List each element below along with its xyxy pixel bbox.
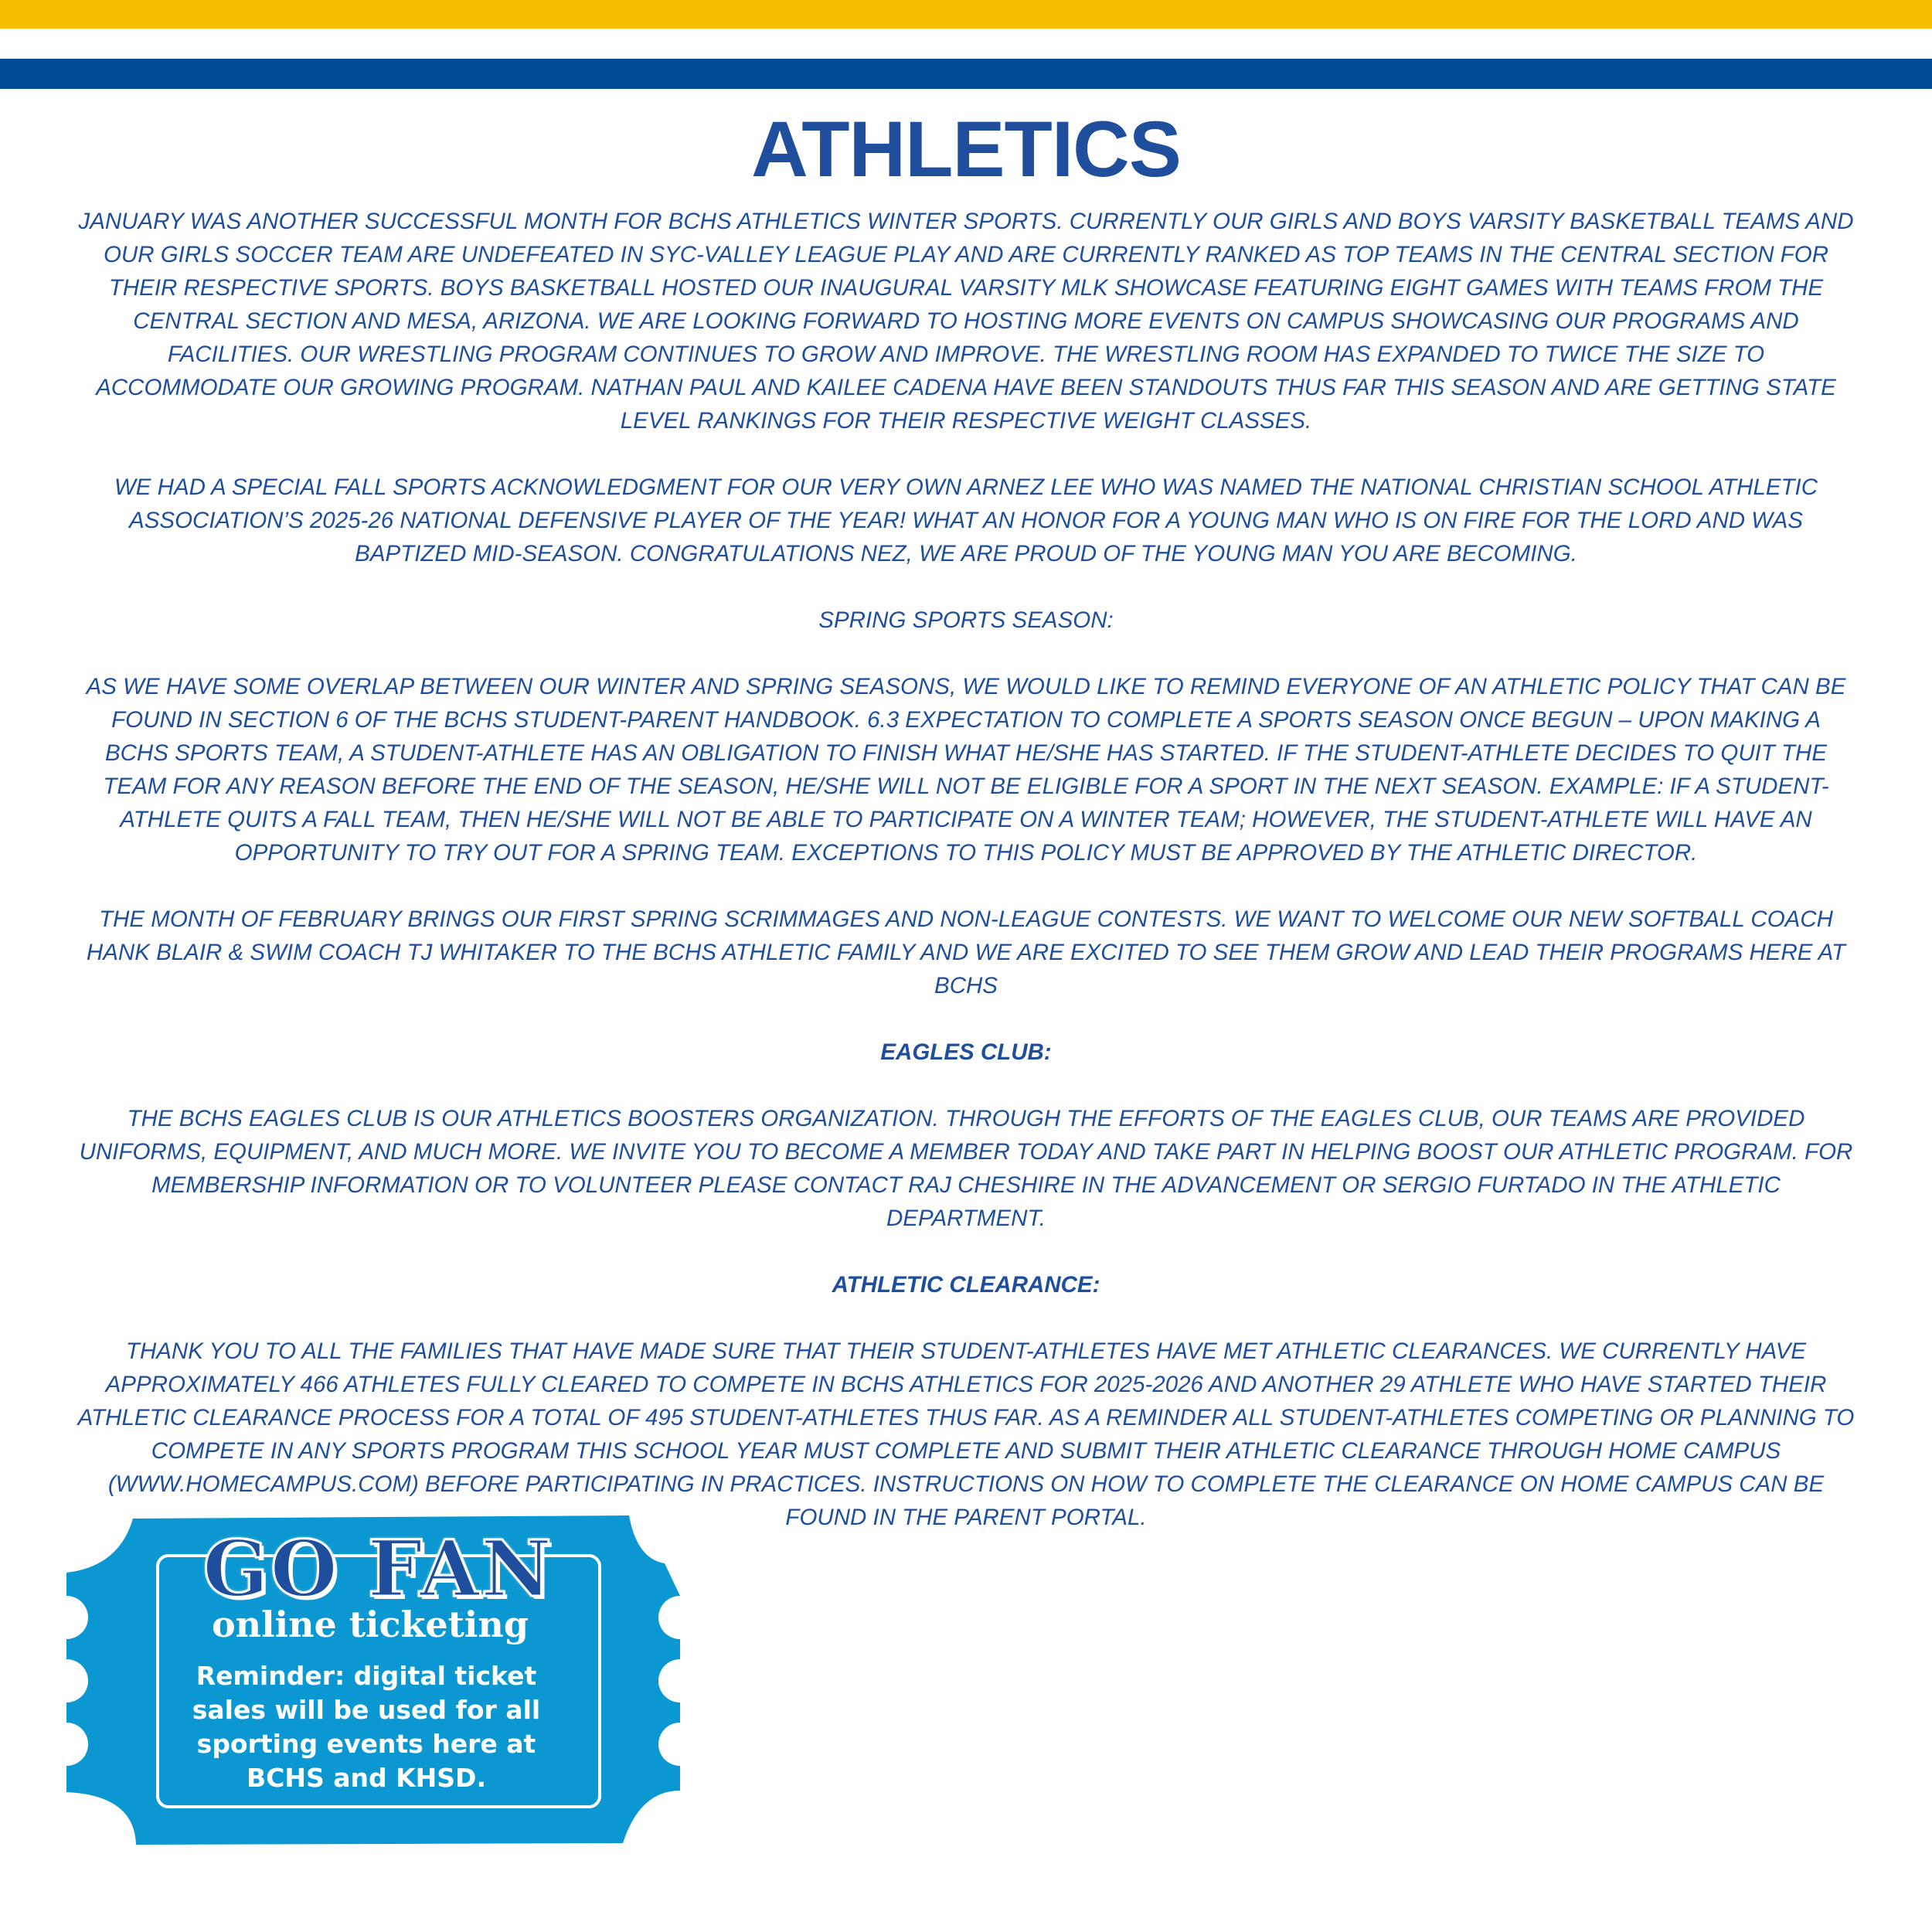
ticket-subtitle: online ticketing [212,1604,529,1645]
top-blue-stripe [0,59,1932,89]
top-gold-stripe [0,0,1932,29]
paragraph-february: THE MONTH OF FEBRUARY BRINGS OUR FIRST SPRING SCRIMMAGES AND NON-LEAGUE CONTESTS. WE WANT TO WELCOME OUR NEW SOFTBALL COACH HANK BLAIR & SWIM COACH TJ WHITAKER TO THE BCHS ATHLETIC FAMILY AND WE ARE EXCITED TO SEE THEM GROW AND LEAD THEIR PROGRAMS HERE AT BCHS [86,906,1846,998]
paragraph-athletic-clearance: THANK YOU TO ALL THE FAMILIES THAT HAVE MADE SURE THAT THEIR STUDENT-ATHLETES HAVE MET ATHLETIC CLEARANCES. WE CURRENTLY HAVE APPROXIMATELY 466 ATHLETES FULLY CLEARED TO COMPETE IN BCHS ATHLETICS FOR 2025-2026 AND ANOTHER 29 ATHLETE WHO HAVE STARTED THEIR ATHLETIC CLEARANCE PROCESS FOR A TOTAL OF 495 STUDENT-ATHLETES THUS FAR. AS A REMINDER ALL STUDENT-ATHLETES COMPETING OR PLANNING TO COMPETE IN ANY SPORTS PROGRAM THIS SCHOOL YEAR MUST COMPLETE AND SUBMIT THEIR ATHLETIC CLEARANCE THROUGH HOME CAMPUS (WWW.HOMECAMPUS.COM) BEFORE PARTICIPATING IN PRACTICES. INSTRUCTIONS ON HOW TO COMPLETE THE CLEARANCE ON HOME CAMPUS CAN BE FOUND IN THE PARENT PORTAL. [77,1338,1855,1530]
paragraph-winter-sports: JANUARY WAS ANOTHER SUCCESSFUL MONTH FOR BCHS ATHLETICS WINTER SPORTS. CURRENTLY OUR GIRLS AND BOYS VARSITY BASKETBALL TEAMS AND OUR GIRLS SOCCER TEAM ARE UNDEFEATED IN SYC-VALLEY LEAGUE PLAY AND ARE CURRENTLY RANKED AS TOP TEAMS IN THE CENTRAL SECTION FOR THEIR RESPECTIVE SPORTS. BOYS BASKETBALL HOSTED OUR INAUGURAL VARSITY MLK SHOWCASE FEATURING EIGHT GAMES WITH TEAMS FROM THE CENTRAL SECTION AND MESA, ARIZONA. WE ARE LOOKING FORWARD TO HOSTING MORE EVENTS ON CAMPUS SHOWCASING OUR PROGRAMS AND FACILITIES. OUR WRESTLING PROGRAM CONTINUES TO GROW AND IMPROVE. THE WRESTLING ROOM HAS EXPANDED TO TWICE THE SIZE TO ACCOMMODATE OUR GROWING PROGRAM. NATHAN PAUL AND KAILEE CADENA HAVE BEEN STANDOUTS THUS FAR THIS SEASON AND ARE GETTING STATE LEVEL RANKINGS FOR THEIR RESPECTIVE WEIGHT CLASSES. [78,209,1854,434]
article-body [77,205,1855,1567]
eagles-club-heading: EAGLES CLUB: [880,1039,1052,1065]
spring-sports-heading: SPRING SPORTS SEASON: [818,607,1114,633]
gofan-ticket [65,1512,691,1846]
ticket-reminder: Reminder: digital ticket sales will be used for all sporting events here at BCHS and KHSD. [192,1661,541,1793]
athletic-clearance-heading: ATHLETIC CLEARANCE: [832,1272,1100,1298]
page-title: ATHLETICS [751,105,1181,193]
paragraph-acknowledgment: WE HAD A SPECIAL FALL SPORTS ACKNOWLEDGMENT FOR OUR VERY OWN ARNEZ LEE WHO WAS NAMED THE NATIONAL CHRISTIAN SCHOOL ATHLETIC ASSOCIATION’S 2025-26 NATIONAL DEFENSIVE PLAYER OF THE YEAR! WHAT AN HONOR FOR A YOUNG MAN WHO IS ON FIRE FOR THE LORD AND WAS BAPTIZED MID-SEASON. CONGRATULATIONS NEZ, WE ARE PROUD OF THE YOUNG MAN YOU ARE BECOMING. [114,474,1818,566]
paragraph-eagles-club: THE BCHS EAGLES CLUB IS OUR ATHLETICS BOOSTERS ORGANIZATION. THROUGH THE EFFORTS OF THE EAGLES CLUB, OUR TEAMS ARE PROVIDED UNIFORMS, EQUIPMENT, AND MUCH MORE. WE INVITE YOU TO BECOME A MEMBER TODAY AND TAKE PART IN HELPING BOOST OUR ATHLETIC PROGRAM. FOR MEMBERSHIP INFORMATION OR TO VOLUNTEER PLEASE CONTACT RAJ CHESHIRE IN THE ADVANCEMENT OR SERGIO FURTADO IN THE ATHLETIC DEPARTMENT. [79,1106,1853,1231]
gofan-logo-text: GO FAN [202,1523,553,1614]
paragraph-athletic-policy: AS WE HAVE SOME OVERLAP BETWEEN OUR WINTER AND SPRING SEASONS, WE WOULD LIKE TO REMIND EVERYONE OF AN ATHLETIC POLICY THAT CAN BE FOUND IN SECTION 6 OF THE BCHS STUDENT-PARENT HANDBOOK. 6.3 EXPECTATION TO COMPLETE A SPORTS SEASON ONCE BEGUN – UPON MAKING A BCHS SPORTS TEAM, A STUDENT-ATHLETE HAS AN OBLIGATION TO FINISH WHAT HE/SHE HAS STARTED. IF THE STUDENT-ATHLETE DECIDES TO QUIT THE TEAM FOR ANY REASON BEFORE THE END OF THE SEASON, HE/SHE WILL NOT BE ELIGIBLE FOR A SPORT IN THE NEXT SEASON. EXAMPLE: IF A STUDENT-ATHLETE QUITS A FALL TEAM, THEN HE/SHE WILL NOT BE ABLE TO PARTICIPATE ON A WINTER TEAM; HOWEVER, THE STUDENT-ATHLETE WILL HAVE AN OPPORTUNITY TO TRY OUT FOR A SPRING TEAM. EXCEPTIONS TO THIS POLICY MUST BE APPROVED BY THE ATHLETIC DIRECTOR. [86,674,1846,866]
